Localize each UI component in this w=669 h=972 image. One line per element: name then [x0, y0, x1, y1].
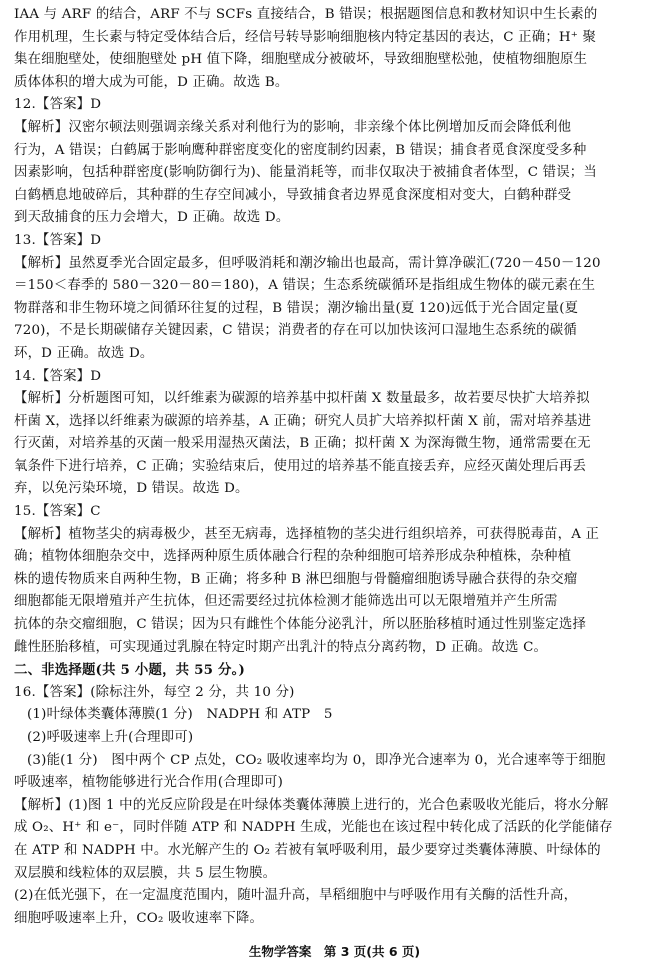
text-line: 因素影响，包括种群密度(影响防御行为)、能量消耗等，而非仅取决于被捕食者体型，C 错误；当 [14, 165, 597, 181]
text-block [14, 94, 653, 117]
text-line: 呼吸速率，植物能够进行光合作用(合理即可) [14, 775, 284, 791]
text-line: (2)呼吸速率上升(合理即可) [27, 730, 194, 745]
text-line: 白鹤栖息地破碎后，其种群的生存空间减小，导致捕食者边界觅食深度相对变大，白鹤种群受 [14, 187, 572, 203]
text-line: 抗体的杂交瘤细胞，C 错误；因为只有雌性个体能分泌乳汁，所以胚胎移植时通过性别鉴定选择 [14, 617, 587, 633]
text-line: 14.【答案】D [14, 368, 102, 384]
text-block [14, 772, 653, 930]
text-block [14, 366, 653, 389]
text-block [14, 253, 653, 366]
text-line: 【解析】汉密尔顿法则强调亲缘关系对利他行为的影响，非亲缘个体比例增加反而会降低利他 [14, 119, 572, 135]
text-line: 【解析】植物茎尖的病毒极少，甚至无病毒，选择植物的茎尖进行组织培养，可获得脱毒苗，A 正 [14, 526, 600, 542]
text-line: 质体体积的增大成为可能，D 正确。故选 B。 [14, 74, 289, 90]
text-block [14, 388, 653, 501]
text-line: IAA 与 ARF 的结合，ARF 不与 SCFs 直接结合，B 错误；根据题图信息和教材知识中生长素的 [14, 7, 598, 22]
text-line: (3)能(1 分) 图中两个 CP 点处，CO₂ 吸收速率均为 0，即净光合速率为 0，光合速率等于细胞 [27, 752, 606, 768]
text-line: 雌性胚胎移植，可实现通过乳腺在特定时期产出乳汁的特点分离药物，D 正确。故选 C。 [14, 639, 548, 655]
text-line: 【解析】(1)图 1 中的光反应阶段是在叶绿体类囊体薄膜上进行的，光合色素吸收光能后，将水分解 [14, 797, 609, 813]
text-line: 株的遗传物质来自两种生物，B 正确；将多种 B 淋巴细胞与骨髓瘤细胞诱导融合获得的杂交瘤 [14, 571, 578, 587]
text-line: ＝150＜春季的 580－320－80＝180)，A 错误；生态系统碳循环是指组成生物体的碳元素在生 [14, 278, 596, 294]
page-footer: 生物学答案 第 3 页(共 6 页) [248, 944, 421, 959]
text-line: 720)，不是长期碳储存关键因素，C 错误；消费者的存在可以加快该河口湿地生态系统的碳循 [14, 323, 577, 339]
text-block [14, 704, 653, 772]
text-line: 双层膜和线粒体的双层膜，共 5 层生物膜。 [14, 865, 277, 881]
text-line: 在 ATP 和 NADPH 中。水光解产生的 O₂ 若被有氧呼吸利用，最少要穿过类囊体薄膜、叶绿体的 [14, 842, 601, 858]
text-block [14, 230, 653, 253]
text-block [14, 524, 653, 660]
text-line: 杆菌 X，选择以纤维素为碳源的培养基，A 正确；研究人员扩大培养拟杆菌 X 前，需对培养基进 [14, 413, 592, 429]
text-line: 环，D 正确。故选 D。 [14, 345, 154, 361]
text-block [14, 682, 653, 705]
text-line: (1)叶绿体类囊体薄膜(1 分) NADPH 和 ATP 5 [27, 707, 333, 723]
text-line: 物群落和非生物环境之间循环往复的过程，B 错误；潮汐输出量(夏 120)远低于光合固定量(夏 [14, 300, 579, 316]
text-line: 16.【答案】(除标注外，每空 2 分，共 10 分) [14, 684, 295, 700]
text-line: 12.【答案】D [14, 97, 102, 113]
text-line: 成 O₂、H⁺ 和 e⁻，同时伴随 ATP 和 NADPH 生成，光能也在该过程中转化成了活跃的化学能储存 [14, 820, 613, 836]
text-block [14, 501, 653, 524]
text-line: (2)在低光强下，在一定温度范围内，随叶温升高，旱稻细胞中与呼吸作用有关酶的活性升高， [14, 888, 578, 904]
text-line: 集在细胞壁处，使细胞壁处 pH 值下降，细胞壁成分被破坏，导致细胞壁松弛，使植物细胞原生 [14, 52, 588, 68]
text-line: 13.【答案】D [14, 232, 102, 248]
text-line: 氧条件下进行培养，C 正确；实验结束后，使用过的培养基不能直接丢弃，应经灭菌处理后再丢 [14, 458, 587, 474]
text-line: 确；植物体细胞杂交中，选择两种原生质体融合行程的杂种细胞可培养形成杂种植株，杂种植 [14, 549, 572, 565]
text-line: 15.【答案】C [14, 504, 101, 520]
text-line: 作用机理，生长素与特定受体结合后，经信号转导影响细胞核内特定基因的表达，C 正确；H⁺ 聚 [14, 29, 597, 45]
text-line: 二、非选择题(共 5 小题，共 55 分。) [14, 662, 246, 679]
document-body [14, 4, 653, 930]
text-line: 细胞都能无限增殖并产生抗体，但还需要经过抗体检测才能筛选出可以无限增殖并产生所需 [14, 594, 558, 610]
text-line: 【解析】分析题图可知，以纤维素为碳源的培养基中拟杆菌 X 数量最多，故若要尽快扩大培养拟 [14, 391, 590, 407]
text-line: 【解析】虽然夏季光合固定最多，但呼吸消耗和潮汐输出也最高，需计算净碳汇(720－450－120 [14, 255, 601, 271]
text-line: 弃，以免污染环境，D 错误。故选 D。 [14, 481, 249, 497]
text-block [14, 117, 653, 230]
text-line: 细胞呼吸速率上升，CO₂ 吸收速率下降。 [14, 910, 264, 926]
text-block [14, 4, 653, 94]
text-line: 行灭菌，对培养基的灭菌一般采用湿热灭菌法，B 正确；拟杆菌 X 为深海微生物，通常需要在无 [14, 436, 591, 452]
text-block [14, 659, 653, 682]
text-line: 到天敌捕食的压力会增大，D 正确。故选 D。 [14, 210, 290, 226]
text-line: 行为，A 错误；白鹤属于影响鹰种群密度变化的密度制约因素，B 错误；捕食者觅食深度受多种 [14, 142, 587, 158]
